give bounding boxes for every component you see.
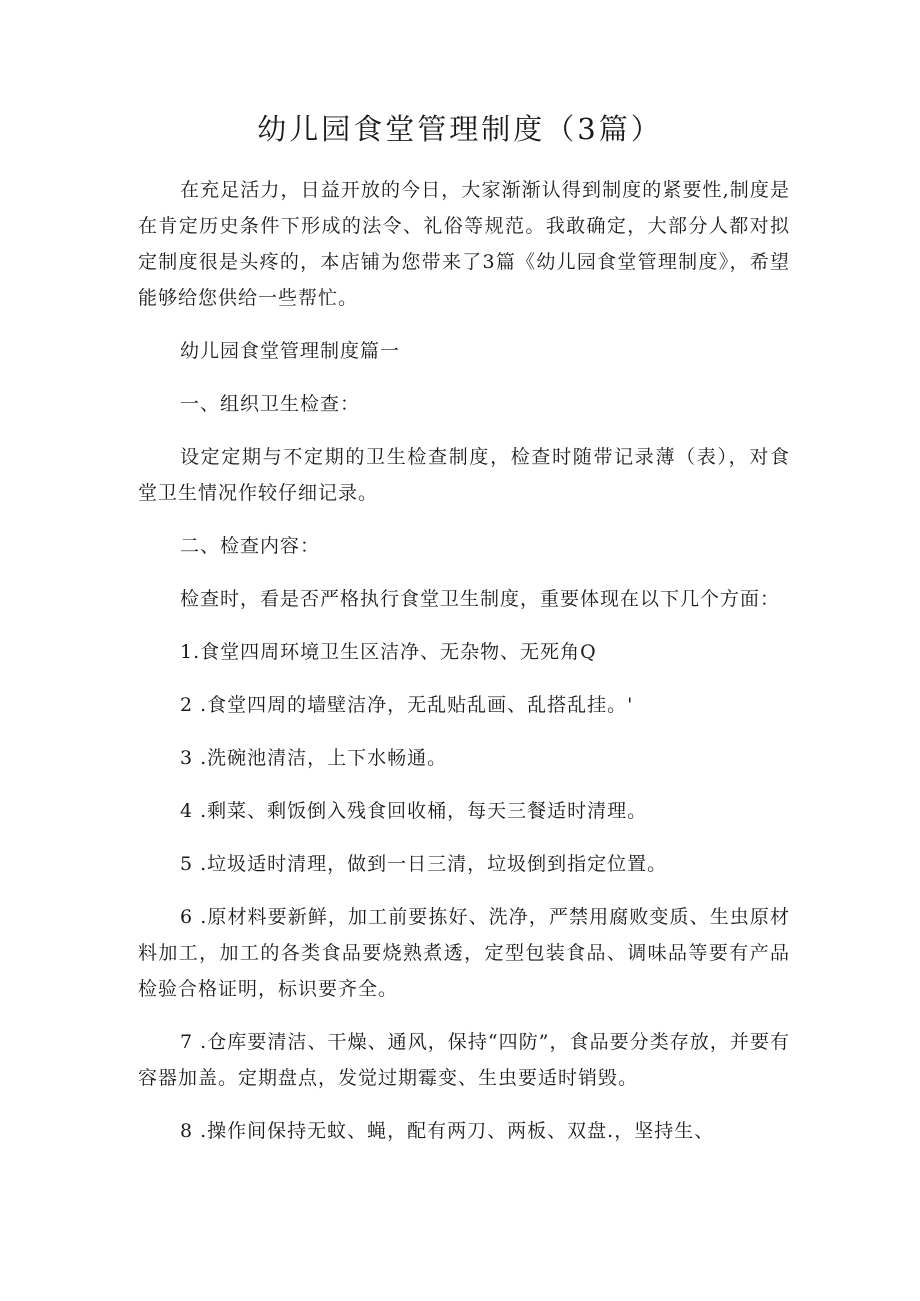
list-item: 7 .仓库要清洁、干燥、通风，保持“四防”，食品要分类存放，并要有容器加盖。定期盘点，发觉过期霉变、生虫要适时销毁。: [138, 1031, 790, 1089]
document-title: 幼儿园食堂管理制度（3篇）: [257, 112, 663, 146]
list-item: 1.食堂四周环境卫生区洁净、无杂物、无死角Q: [180, 641, 597, 663]
subheading-inspection: 一、组织卫生检查：: [180, 393, 361, 415]
intro-paragraph: 在充足活力，日益开放的今日，大家渐渐认得到制度的紧要性,制度是在肯定历史条件下形成的法令、礼俗等规范。我敢确定，大部分人都对拟定制度很是头疼的，本店铺为您带来了3篇《幼儿园食堂管理制度》，希望能够给您供给一些帮忙。: [138, 179, 790, 309]
paragraph: 设定定期与不定期的卫生检查制度，检查时随带记录薄（表），对食堂卫生情况作较仔细记录。: [138, 446, 790, 504]
list-item: 2 .食堂四周的墙壁洁净，无乱贴乱画、乱搭乱挂。': [180, 694, 634, 716]
paragraph: 检查时，看是否严格执行食堂卫生制度，重要体现在以下几个方面：: [180, 588, 781, 610]
list-item: 5 .垃圾适时清理，做到一日三清，垃圾倒到指定位置。: [180, 853, 668, 875]
subheading-content: 二、检查内容：: [180, 535, 321, 557]
list-item: 3 .洗碗池清洁，上下水畅通。: [180, 747, 448, 769]
list-item: 6 .原材料要新鲜，加工前要拣好、洗净，严禁用腐败变质、生虫原材料加工，加工的各类食品要烧熟煮透，定型包装食品、调味品等要有产品检验合格证明，标识要齐全。: [138, 906, 790, 1000]
list-item: 8 .操作间保持无蚊、蝇，配有两刀、两板、双盘.，坚持生、: [180, 1120, 715, 1142]
document-body: [138, 172, 790, 1166]
section-heading: 幼儿园食堂管理制度篇一: [180, 340, 401, 362]
list-item: 4 .剩菜、剩饭倒入残食回收桶，每天三餐适时清理。: [180, 800, 648, 822]
